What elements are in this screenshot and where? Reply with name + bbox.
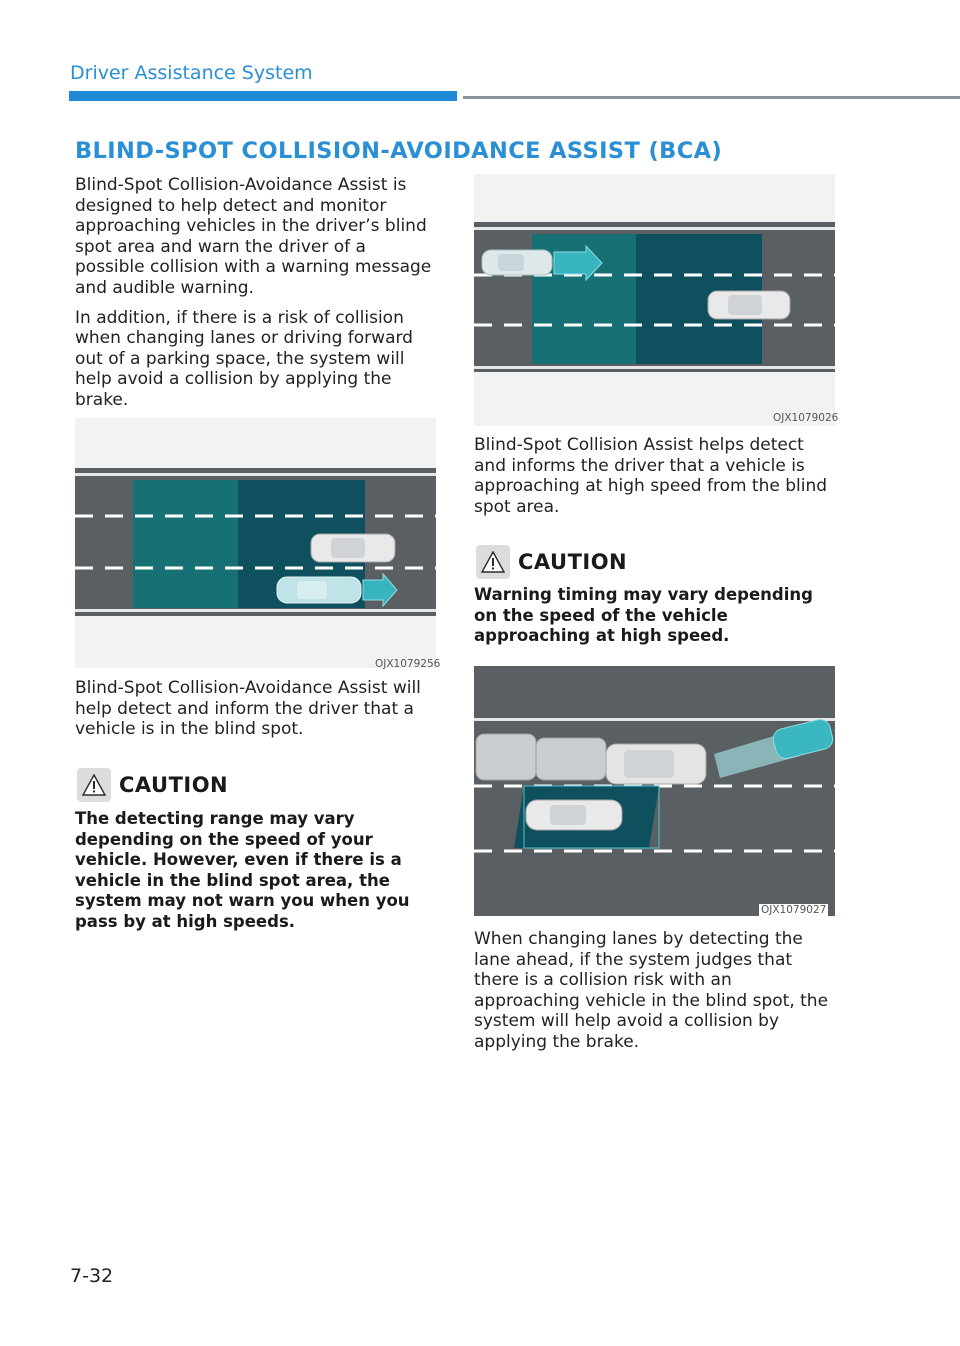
header-accent-bar (69, 91, 457, 101)
page-number: 7-32 (70, 1265, 114, 1287)
header-rule (463, 96, 960, 99)
caution-heading-2 (476, 545, 627, 579)
figure-lane-change-brake (474, 666, 835, 916)
figure3-caption-block (474, 929, 840, 1053)
figure2-caption-block (474, 435, 840, 517)
caution-text: The detecting range may vary depending on the speed of your vehicle. However, even if there is a vehicle in the blind spot area, the system may not warn you when you pass by at high speeds. (75, 809, 410, 931)
caution-text: Warning timing may vary depending on the speed of the vehicle approaching at high speed. (474, 585, 813, 646)
figure3-caption: When changing lanes by detecting the lane ahead, if the system judges that there is a collision risk with an approaching vehicle in the blind spot, the system will help avoid a collision by applying the brake. (474, 929, 829, 1052)
figure1-caption-block (75, 678, 437, 740)
warning-triangle-icon (476, 545, 510, 579)
section-header: Driver Assistance System (70, 62, 313, 84)
intro-text (75, 175, 437, 411)
figure1-code: OJX1079256 (375, 658, 441, 670)
caution-body-2 (474, 585, 838, 647)
page-title: BLIND-SPOT COLLISION-AVOIDANCE ASSIST (BCA) (75, 138, 723, 164)
caution-label: CAUTION (119, 773, 229, 797)
caution-heading-1 (77, 768, 228, 802)
figure1-caption: Blind-Spot Collision-Avoidance Assist will help detect and inform the driver that a vehicle is in the blind spot. (75, 678, 421, 740)
figure-high-speed-approach (474, 174, 835, 426)
figure-blind-spot-detection (75, 418, 436, 668)
intro-paragraph-1: Blind-Spot Collision-Avoidance Assist is designed to help detect and monitor approaching vehicles in the driver’s blind spot area and warn the driver of a possible collision with a warning message and audible warning. (75, 175, 432, 298)
figure2-code: OJX1079026 (773, 412, 839, 424)
warning-triangle-icon (77, 768, 111, 802)
caution-label: CAUTION (518, 550, 628, 574)
intro-paragraph-2: In addition, if there is a risk of collision when changing lanes or driving forward out of a parking space, the system will help avoid a collision by applying the brake. (75, 307, 413, 410)
figure2-caption: Blind-Spot Collision Assist helps detect and informs the driver that a vehicle is approaching at high speed from the blind spot area. (474, 435, 828, 517)
caution-body-1 (75, 809, 439, 933)
figure3-code: OJX1079027 (761, 904, 827, 916)
